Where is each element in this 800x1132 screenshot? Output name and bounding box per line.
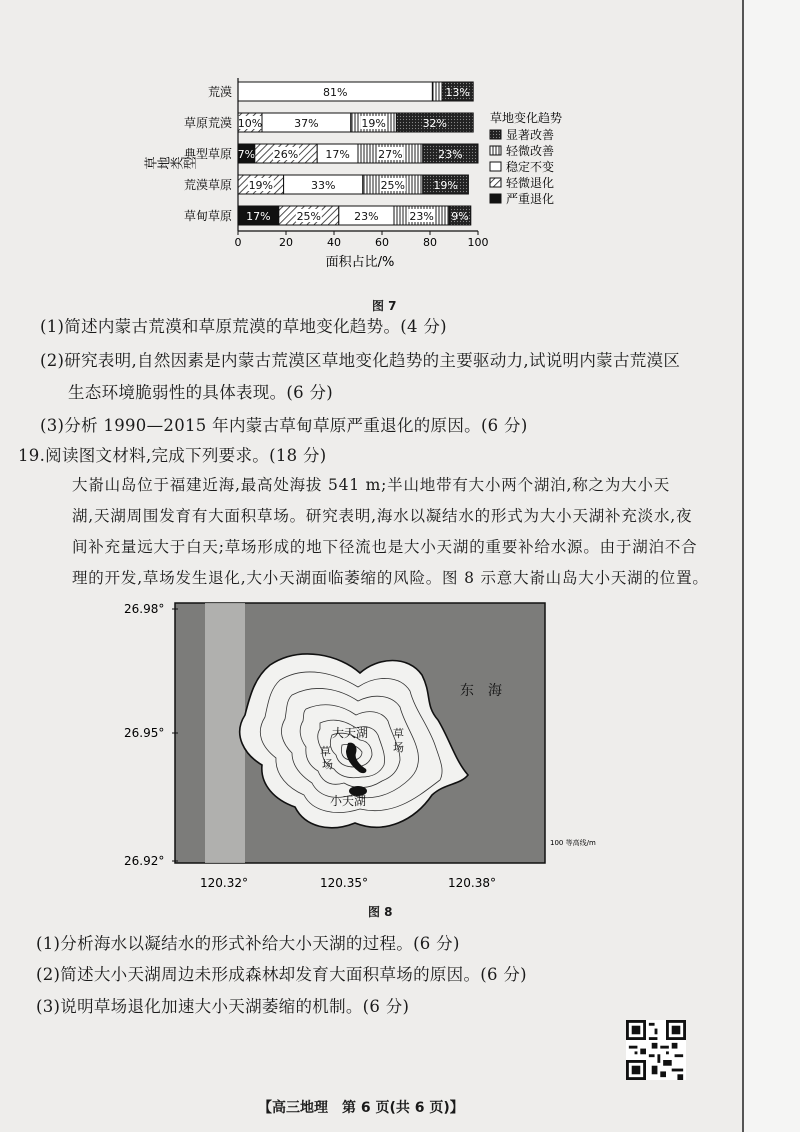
legend-title: 草地变化趋势 [490, 111, 563, 125]
passage-line: 理的开发,草场发生退化,大小天湖面临萎缩的风险。图 8 示意大嵛山岛大小天湖的位置。 [72, 569, 709, 587]
data-label: 17% [246, 210, 271, 223]
data-label: 33% [310, 179, 336, 192]
x-tick-label: 100 [467, 236, 489, 249]
grass-label-a: 草 [320, 745, 331, 758]
data-label: 32% [422, 117, 448, 130]
figure-8-caption: 图 8 [368, 905, 393, 919]
category-label: 典型草原 [183, 147, 232, 161]
grass-label-a2: 场 [322, 758, 333, 771]
legend-swatch [490, 178, 501, 187]
small-lake-label: 小天湖 [330, 794, 367, 808]
data-label: 9% [451, 210, 469, 223]
x-tick-label: 80 [423, 236, 437, 249]
lat-label-bottom: 26.92° [124, 854, 165, 868]
qr-code-icon [626, 1020, 686, 1080]
data-label: 27% [378, 148, 403, 161]
category-label: 草原荒漠 [183, 116, 232, 130]
chart-legend [490, 110, 562, 206]
contour-legend: 100 等高线/m [550, 839, 596, 847]
data-label: 23% [354, 210, 379, 223]
x-tick-label: 0 [234, 236, 242, 249]
x-tick-label: 20 [279, 236, 293, 249]
data-label: 19% [248, 179, 274, 192]
q18-part2-cont: 生态环境脆弱性的具体表现。(6 分) [68, 383, 334, 402]
q18-part2: (2)研究表明,自然因素是内蒙古荒漠区草地变化趋势的主要驱动力,试说明内蒙古荒漠区 [40, 351, 681, 370]
big-lake-label: 大天湖 [332, 726, 369, 740]
data-label: 26% [273, 148, 299, 161]
data-label: 19% [361, 117, 386, 130]
bar-segment [432, 82, 442, 101]
legend-label: 稳定不变 [506, 160, 555, 174]
grass-label-b2: 场 [393, 741, 404, 754]
x-tick-label: 60 [375, 236, 389, 249]
lat-label-mid: 26.95° [124, 726, 165, 740]
data-label: 17% [325, 148, 350, 161]
legend-label: 轻微退化 [506, 176, 555, 190]
data-label: 13% [445, 86, 470, 99]
x-axis-label: 面积占比/% [325, 255, 395, 270]
chart-bars [184, 82, 478, 225]
data-label: 25% [380, 179, 406, 192]
page-footer: 【高三地理 第 6 页(共 6 页)】 [258, 1100, 464, 1116]
legend-label: 显著改善 [506, 128, 555, 142]
legend-swatch [490, 162, 501, 171]
data-label: 25% [296, 210, 322, 223]
sea-label: 东 海 [460, 683, 502, 699]
category-label: 荒漠草原 [183, 178, 232, 192]
lat-label-top: 26.98° [124, 602, 165, 616]
category-label: 荒漠 [207, 85, 232, 99]
lon-label-mid: 120.35° [320, 876, 368, 890]
legend-swatch [490, 146, 501, 155]
figure-8-map [110, 595, 670, 915]
figure-7-chart [144, 70, 610, 290]
data-label: 19% [433, 179, 458, 192]
page-edge [742, 0, 744, 1132]
data-label: 37% [294, 117, 319, 130]
q19-part3: (3)说明草场退化加速大小天湖萎缩的机制。(6 分) [36, 997, 410, 1016]
figure-7-caption: 图 7 [372, 299, 397, 313]
passage-line: 大嵛山岛位于福建近海,最高处海拔 541 m;半山地带有大小两个湖泊,称之为大小天 [72, 476, 671, 494]
y-axis-label: 草地类型 [144, 157, 196, 173]
q19-passage [72, 470, 732, 594]
legend-swatch [490, 130, 501, 139]
data-label: 23% [438, 148, 463, 161]
data-label: 23% [409, 210, 434, 223]
lon-label-right: 120.38° [448, 876, 496, 890]
grass-label-b: 草 [393, 727, 404, 740]
q19-part1: (1)分析海水以凝结水的形式补给大小天湖的过程。(6 分) [36, 934, 460, 953]
page-shadow [744, 0, 800, 1132]
x-tick-label: 40 [327, 236, 341, 249]
q18-part3: (3)分析 1990—2015 年内蒙古草甸草原严重退化的原因。(6 分) [40, 416, 528, 435]
legend-swatch [490, 194, 501, 203]
q18-part1: (1)简述内蒙古荒漠和草原荒漠的草地变化趋势。(4 分) [40, 317, 447, 336]
legend-label: 轻微改善 [506, 144, 555, 158]
data-label: 81% [322, 86, 348, 99]
legend-label: 严重退化 [506, 192, 555, 206]
data-label: 10% [237, 117, 263, 130]
lon-label-left: 120.32° [200, 876, 248, 890]
passage-line: 间补充量远大于白天;草场形成的地下径流也是大小天湖的重要补给水源。由于湖泊不合 [72, 538, 698, 556]
data-label: 7% [237, 148, 256, 161]
category-label: 草甸草原 [183, 209, 232, 223]
q19-heading: 19.阅读图文材料,完成下列要求。(18 分) [18, 446, 327, 465]
passage-line: 湖,天湖周围发育有大面积草场。研究表明,海水以凝结水的形式为大小天湖补充淡水,夜 [72, 507, 693, 525]
q19-part2: (2)简述大小天湖周边未形成森林却发育大面积草场的原因。(6 分) [36, 965, 527, 984]
